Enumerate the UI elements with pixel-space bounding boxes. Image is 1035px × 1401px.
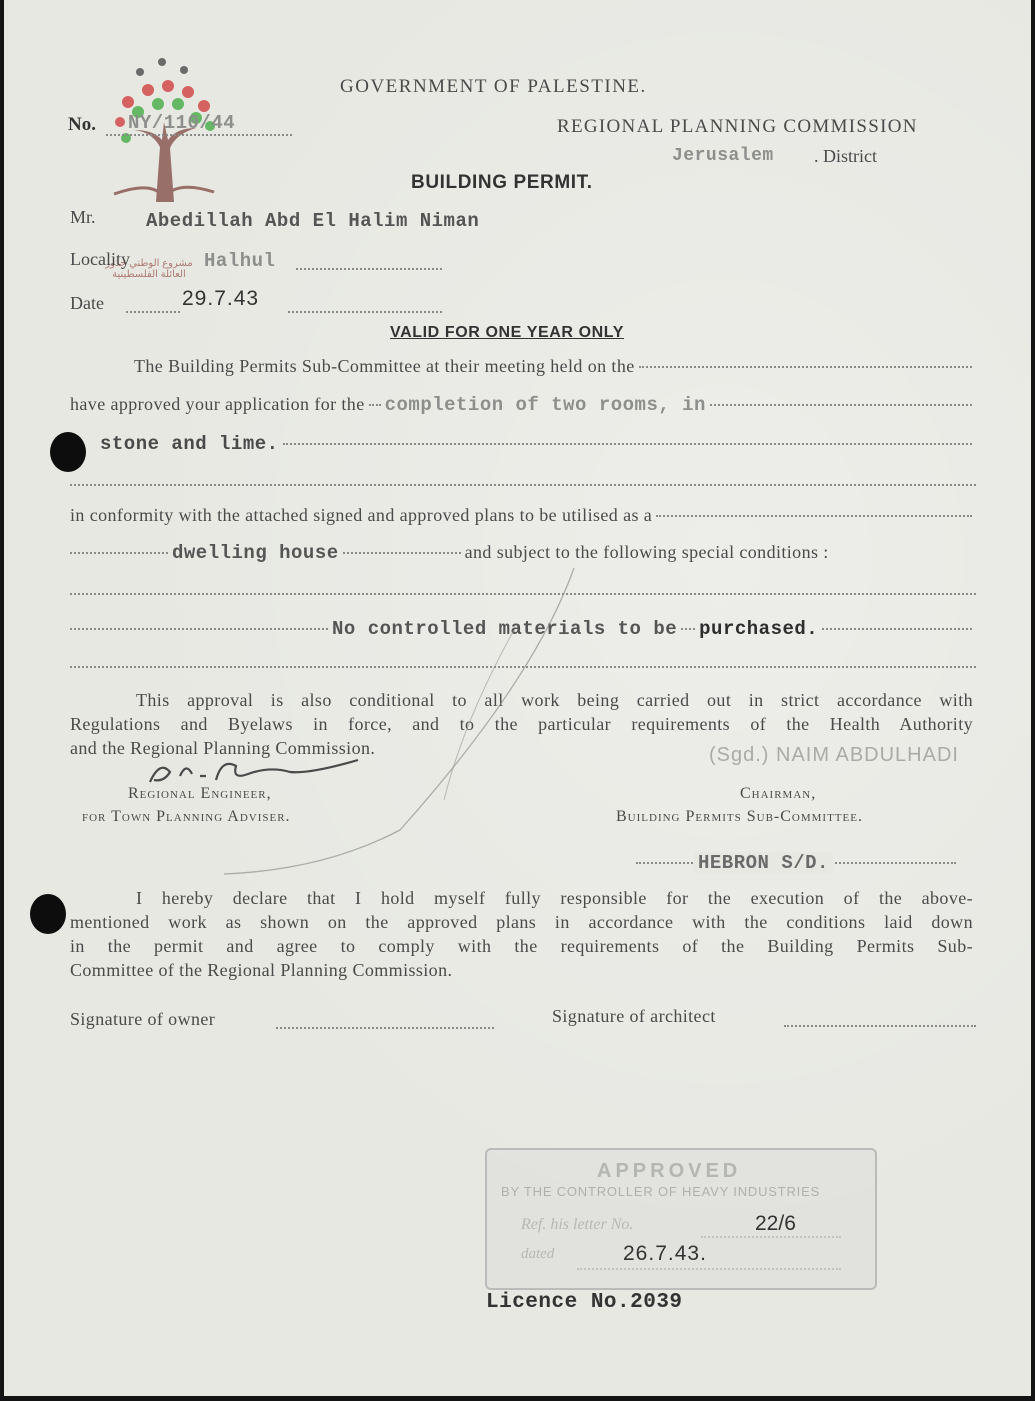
locality-label: Locality xyxy=(70,249,130,269)
government-heading: GOVERNMENT OF PALESTINE. xyxy=(340,76,647,97)
date-dotline-right xyxy=(288,311,442,313)
applicant-name: Abedillah Abd El Halim Niman xyxy=(146,210,480,232)
district-value: Jerusalem xyxy=(672,146,774,166)
engineer-title: Regional Engineer, xyxy=(128,785,272,802)
punch-hole-top xyxy=(50,432,86,472)
locality-dotline xyxy=(296,268,442,270)
body-line-3 xyxy=(100,433,976,455)
stamp-dated-label: dated xyxy=(521,1246,555,1262)
architect-signature-label: Signature of architect xyxy=(552,1006,716,1026)
signed-name: HEBRON S/D. xyxy=(694,852,833,874)
approval-row-3: and the Regional Planning Commission. xyxy=(70,738,376,758)
owner-signature-label: Signature of owner xyxy=(70,1009,216,1029)
body-line-5 xyxy=(70,505,976,526)
stamp-dated-value: 26.7.43. xyxy=(623,1242,707,1265)
body-line-1 xyxy=(70,356,976,377)
declaration-row-3: in the permit and agree to comply with the requirements of the Building Permits Sub- xyxy=(70,936,973,956)
permit-number-label: No. xyxy=(68,114,96,135)
watermark-caption: مشروع الوطني جذور العائلة الفلسطينية xyxy=(105,258,193,280)
condition-text-part2: purchased. xyxy=(699,618,819,640)
conditions-text: and subject to the following special conditions : xyxy=(464,542,829,562)
declaration-row-1: I hereby declare that I hold myself fully responsible for the execution of the above- xyxy=(136,888,973,908)
body-line-2 xyxy=(70,394,976,416)
condition-text-part1: No controlled materials to be xyxy=(332,618,678,640)
permit-number-dotline xyxy=(106,134,292,136)
material-text: stone and lime. xyxy=(100,433,279,455)
punch-hole-bottom xyxy=(30,894,66,934)
owner-signature-line xyxy=(276,1027,494,1029)
stamp-dated-line xyxy=(577,1268,841,1270)
meeting-text: The Building Permits Sub-Committee at their meeting held on the xyxy=(134,356,635,376)
stamp-ref-value: 22/6 xyxy=(755,1212,796,1235)
mr-label: Mr. xyxy=(70,207,96,227)
date-label: Date xyxy=(70,293,104,313)
application-text: have approved your application for the xyxy=(70,394,365,414)
date-dotline-left xyxy=(126,311,180,313)
approval-stamp xyxy=(485,1148,877,1290)
declaration-row-4: Committee of the Regional Planning Commission. xyxy=(70,960,453,980)
declaration-paragraph xyxy=(70,886,973,982)
district-label: . District xyxy=(814,146,877,166)
chairman-subtitle: Building Permits Sub-Committee. xyxy=(616,808,863,825)
locality-value: Halhul xyxy=(204,250,276,272)
sgd-chairman-name: (Sgd.) NAIM ABDULHADI xyxy=(709,744,959,766)
conformity-text: in conformity with the attached signed and approved plans to be utilised as a xyxy=(70,505,653,525)
stamp-title: APPROVED xyxy=(597,1160,742,1182)
permit-document xyxy=(4,0,1031,1396)
chairman-title: Chairman, xyxy=(740,785,817,802)
stamp-subtitle: BY THE CONTROLLER OF HEAVY INDUSTRIES xyxy=(501,1184,821,1199)
commission-heading: REGIONAL PLANNING COMMISSION xyxy=(557,116,918,137)
approval-row-2: Regulations and Byelaws in force, and to the particular requirements of the Health Authority xyxy=(70,714,973,734)
approval-row-1: This approval is also conditional to all work being carried out in strict accordance with xyxy=(136,690,973,710)
use-value: dwelling house xyxy=(172,542,339,564)
declaration-row-2: mentioned work as shown on the approved plans in accordance with the conditions laid down xyxy=(70,912,973,932)
licence-number: Licence No.2039 xyxy=(486,1291,683,1314)
architect-signature-line xyxy=(784,1025,976,1027)
date-value: 29.7.43 xyxy=(182,287,260,310)
application-work: completion of two rooms, in xyxy=(384,394,706,416)
stamp-ref-label: Ref. his letter No. xyxy=(521,1216,634,1233)
pencil-stroke-icon xyxy=(204,560,584,880)
permit-number-value: NY/110/44 xyxy=(128,112,236,134)
engineer-subtitle: for Town Planning Adviser. xyxy=(82,808,291,825)
meeting-date-blank xyxy=(639,366,972,368)
permit-title: BUILDING PERMIT. xyxy=(411,172,593,193)
blank-line-4 xyxy=(70,484,976,486)
validity-notice: VALID FOR ONE YEAR ONLY xyxy=(390,324,624,341)
stamp-ref-line xyxy=(701,1236,841,1238)
